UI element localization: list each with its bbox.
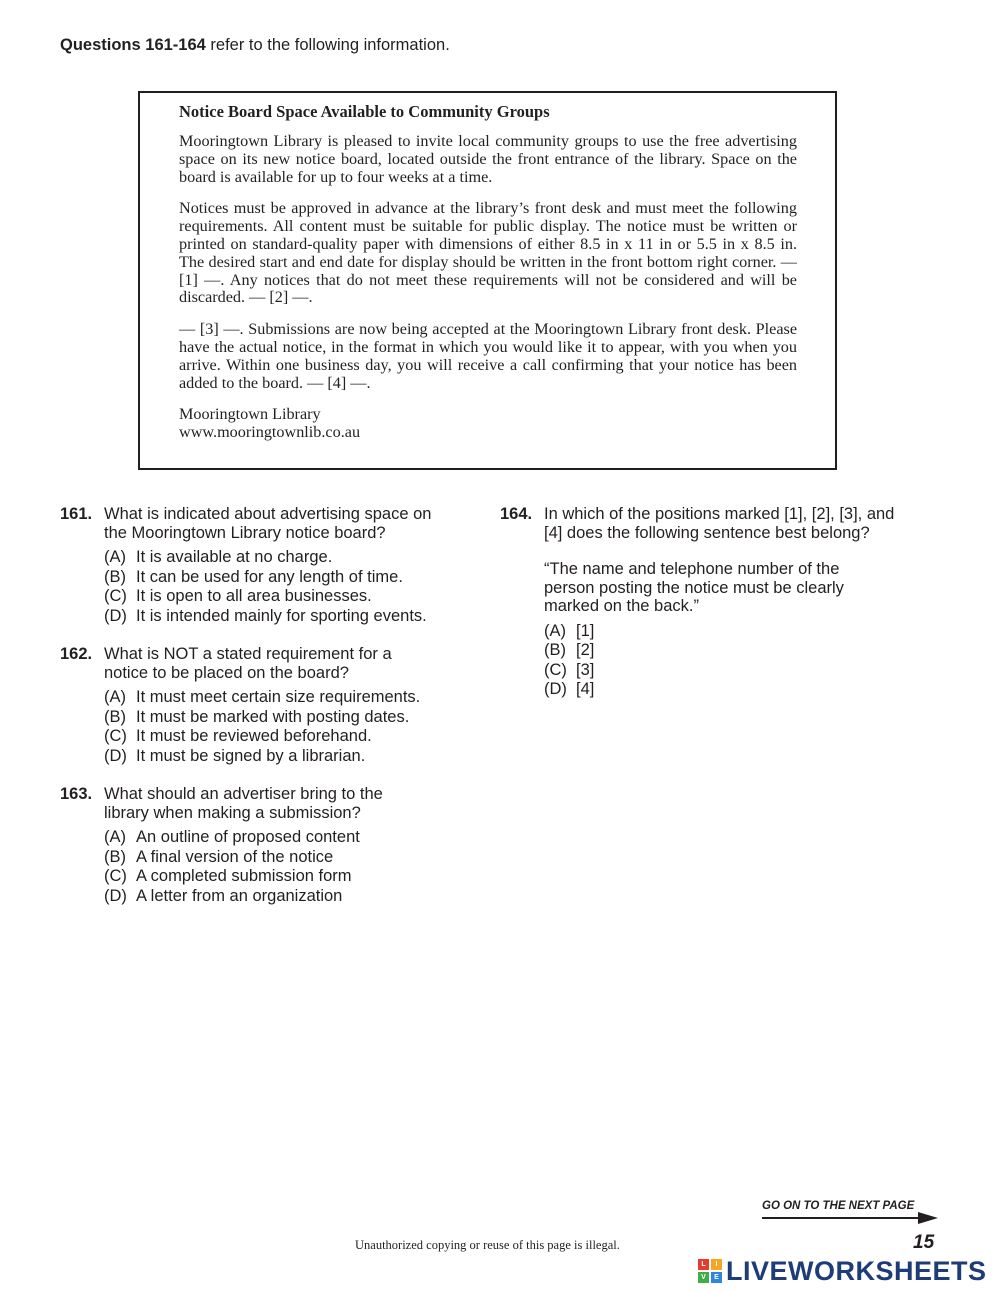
question-162 (60, 645, 440, 766)
question-164 (500, 505, 900, 700)
option-text: [2] (576, 641, 595, 659)
notice-box (138, 91, 837, 470)
go-on-next-page (762, 1200, 938, 1212)
answer-option-c[interactable] (104, 727, 440, 747)
option-letter: (C) (104, 727, 127, 745)
answer-option-d[interactable] (544, 680, 900, 700)
logo-block: I (711, 1259, 722, 1270)
option-text: [1] (576, 621, 595, 640)
logo-block: L (698, 1259, 709, 1270)
question-text: What is NOT a stated requirement for a notice to be placed on the board? (104, 645, 392, 682)
option-letter: (A) (104, 548, 126, 566)
option-text: A completed submission form (136, 867, 352, 885)
answer-option-d[interactable] (104, 747, 440, 767)
answer-option-b[interactable] (104, 848, 440, 868)
option-letter: (A) (104, 828, 126, 846)
answer-option-d[interactable] (104, 887, 440, 907)
option-text: It must meet certain size requirements. (136, 688, 421, 706)
option-text: [3] (576, 660, 595, 679)
option-text: It must be reviewed beforehand. (136, 727, 372, 745)
option-letter: (A) (544, 621, 566, 640)
answer-options (104, 828, 440, 906)
option-text: It is open to all area businesses. (136, 587, 372, 605)
answer-option-c[interactable] (104, 587, 440, 607)
answer-option-a[interactable] (104, 548, 440, 568)
option-text: [4] (576, 680, 595, 698)
question-text: In which of the positions marked [1], [2], [3], and [4] does the following sentence best belong? (544, 505, 895, 542)
arrow-right-icon (762, 1212, 938, 1224)
answer-option-c[interactable] (544, 661, 900, 681)
question-number: 164. (500, 505, 533, 523)
question-163 (60, 785, 440, 906)
go-on-label: GO ON TO THE NEXT PAGE (762, 1200, 915, 1212)
notice-signature-url: www.mooringtownlib.co.au (179, 423, 361, 442)
intro-line (60, 36, 450, 55)
option-letter: (C) (104, 587, 127, 605)
logo-block: V (698, 1272, 709, 1283)
logo-block: E (711, 1272, 722, 1283)
option-text: It is intended mainly for sporting events. (136, 606, 427, 625)
option-letter: (A) (104, 688, 126, 706)
option-letter: (D) (104, 746, 127, 765)
option-text: It is available at no charge. (136, 548, 333, 566)
answer-option-a[interactable] (544, 622, 900, 642)
intro-rest: refer to the following information. (205, 36, 450, 54)
notice-title: Notice Board Space Available to Community Groups (179, 102, 550, 121)
option-text: It can be used for any length of time. (136, 567, 403, 586)
page-number: 15 (913, 1232, 935, 1253)
option-text: It must be signed by a librarian. (136, 746, 366, 765)
option-text: A final version of the notice (136, 847, 334, 866)
option-text: A letter from an organization (136, 886, 343, 905)
answer-option-b[interactable] (104, 568, 440, 588)
question-number: 161. (60, 505, 93, 523)
answer-option-b[interactable] (104, 708, 440, 728)
logo-blocks-icon (698, 1259, 722, 1283)
intro-bold: Questions 161-164 (60, 36, 206, 54)
legal-notice: Unauthorized copying or reuse of this page is illegal. (355, 1238, 620, 1252)
answer-option-a[interactable] (104, 688, 440, 708)
notice-signature-name: Mooringtown Library (179, 405, 321, 424)
option-letter: (B) (104, 707, 126, 726)
question-text: What is indicated about advertising space on the Mooringtown Library notice board? (104, 505, 432, 542)
question-number: 162. (60, 645, 93, 663)
notice-paragraph-3: — [3] —. Submissions are now being accepted at the Mooringtown Library front desk. Please have the actual notice, in the format in which you would like it to appear, with you when you arrive. Within one business day, you will receive a call confirming that your notice has been added to the board. — [4] —. (179, 320, 797, 392)
answer-options (104, 688, 440, 766)
option-letter: (D) (104, 606, 127, 625)
question-text: What should an advertiser bring to the library when making a submission? (104, 785, 383, 822)
option-text: It must be marked with posting dates. (136, 707, 410, 726)
question-161 (60, 505, 440, 626)
option-letter: (B) (104, 847, 126, 866)
option-letter: (D) (104, 886, 127, 905)
question-number: 163. (60, 785, 93, 803)
answer-option-c[interactable] (104, 867, 440, 887)
option-text: An outline of proposed content (136, 828, 360, 846)
liveworksheets-logo (698, 1255, 987, 1286)
option-letter: (D) (544, 680, 567, 698)
option-letter: (C) (104, 867, 127, 885)
answer-options (104, 548, 440, 626)
answer-option-a[interactable] (104, 828, 440, 848)
quoted-sentence: “The name and telephone number of the person posting the notice must be clearly marked on the back.” (544, 560, 844, 615)
answer-options (544, 622, 900, 700)
answer-option-b[interactable] (544, 641, 900, 661)
logo-text: LIVEWORKSHEETS (726, 1255, 987, 1286)
option-letter: (B) (544, 641, 566, 659)
option-letter: (C) (544, 660, 567, 679)
notice-paragraph-1: Mooringtown Library is pleased to invite local community groups to use the free advertising space on its new notice board, located outside the front entrance of the library. Space on the board is available for up to four weeks at a time. (179, 132, 797, 186)
option-letter: (B) (104, 567, 126, 586)
answer-option-d[interactable] (104, 607, 440, 627)
notice-paragraph-2: Notices must be approved in advance at the library’s front desk and must meet the following requirements. All content must be suitable for public display. The notice must be written or printed on standard-quality paper with dimensions of either 8.5 in x 11 in or 5.5 in x 8.5 in. The desired start and end date for display should be written in the front bottom right corner. — [1] —. Any notices that do not meet these requirements will not be considered and will be discarded. — [2] —. (179, 199, 797, 307)
